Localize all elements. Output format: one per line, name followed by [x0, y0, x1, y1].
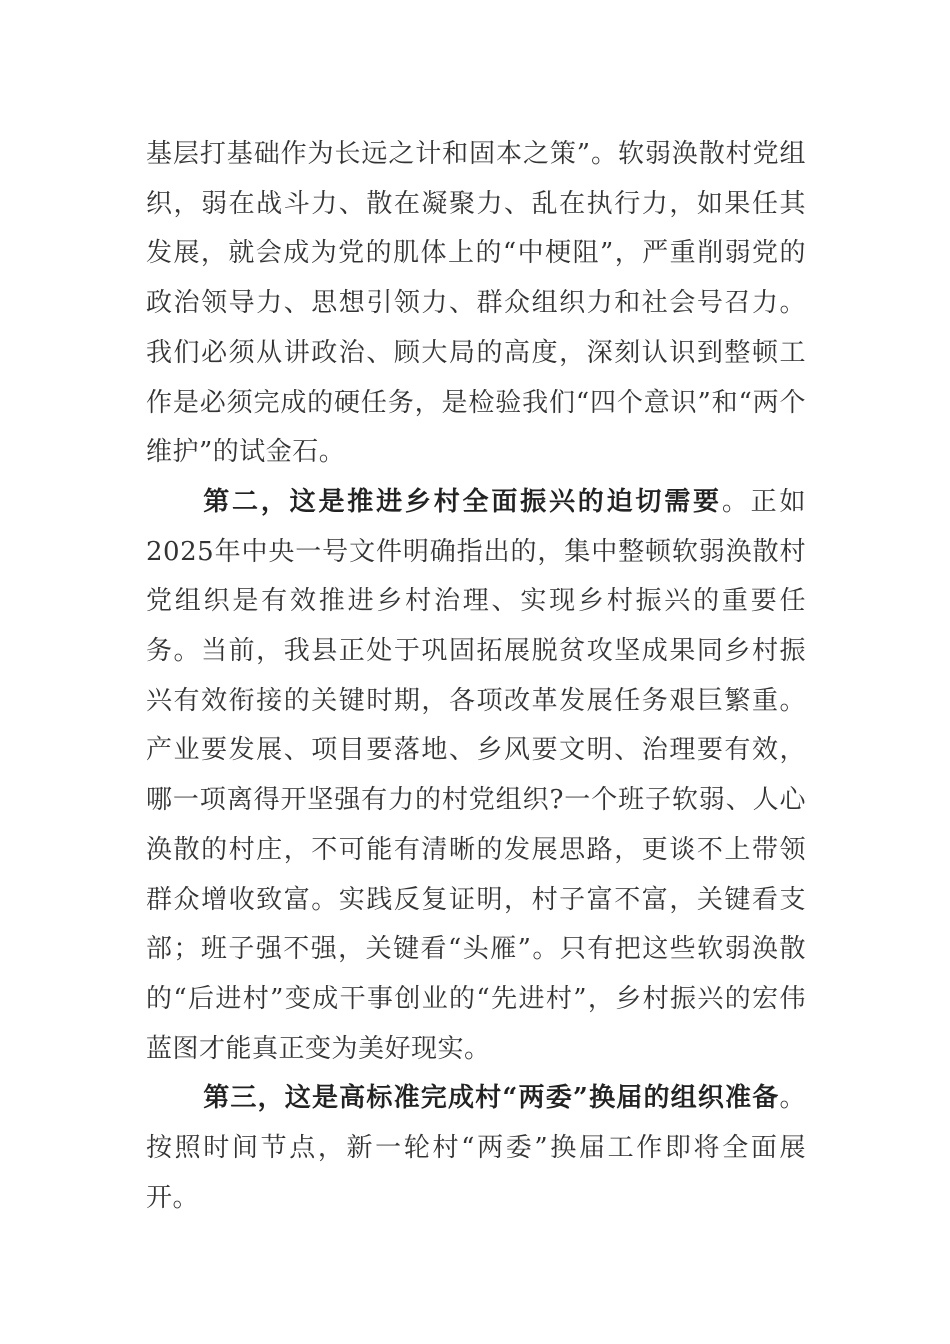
paragraph-3-text: 。按照时间节点，新一轮村“两委”换届工作即将全面展开。: [146, 1083, 806, 1213]
paragraph-1: [146, 130, 806, 478]
paragraph-2: [146, 478, 806, 1074]
paragraph-3-bold-lead: 第三，这是高标准完成村“两委”换届的组织准备: [203, 1083, 780, 1114]
paragraph-3: [146, 1074, 806, 1223]
document-body: [146, 130, 806, 1223]
paragraph-2-bold-lead: 第二，这是推进乡村全面振兴的迫切需要: [203, 486, 722, 517]
paragraph-2-text: 。正如2025年中央一号文件明确指出的，集中整顿软弱涣散村党组织是有效推进乡村治理、实现乡村振兴的重要任务。当前，我县正处于巩固拓展脱贫攻坚成果同乡村振兴有效衔接的关键时期，各项改革发展任务艰巨繁重。产业要发展、项目要落地、乡风要文明、治理要有效，哪一项离得开坚强有力的村党组织?一个班子软弱、人心涣散的村庄，不可能有清晰的发展思路，更谈不上带领群众增收致富。实践反复证明，村子富不富，关键看支部；班子强不强，关键看“头雁”。只有把这些软弱涣散的“后进村”变成干事创业的“先进村”，乡村振兴的宏伟蓝图才能真正变为美好现实。: [146, 486, 806, 1064]
paragraph-1-text: 基层打基础作为长远之计和固本之策”。软弱涣散村党组织，弱在战斗力、散在凝聚力、乱在执行力，如果任其发展，就会成为党的肌体上的“中梗阻”，严重削弱党的政治领导力、思想引领力、群众组织力和社会号召力。我们必须从讲政治、顾大局的高度，深刻认识到整顿工作是必须完成的硬任务，是检验我们“四个意识”和“两个维护”的试金石。: [146, 139, 806, 468]
